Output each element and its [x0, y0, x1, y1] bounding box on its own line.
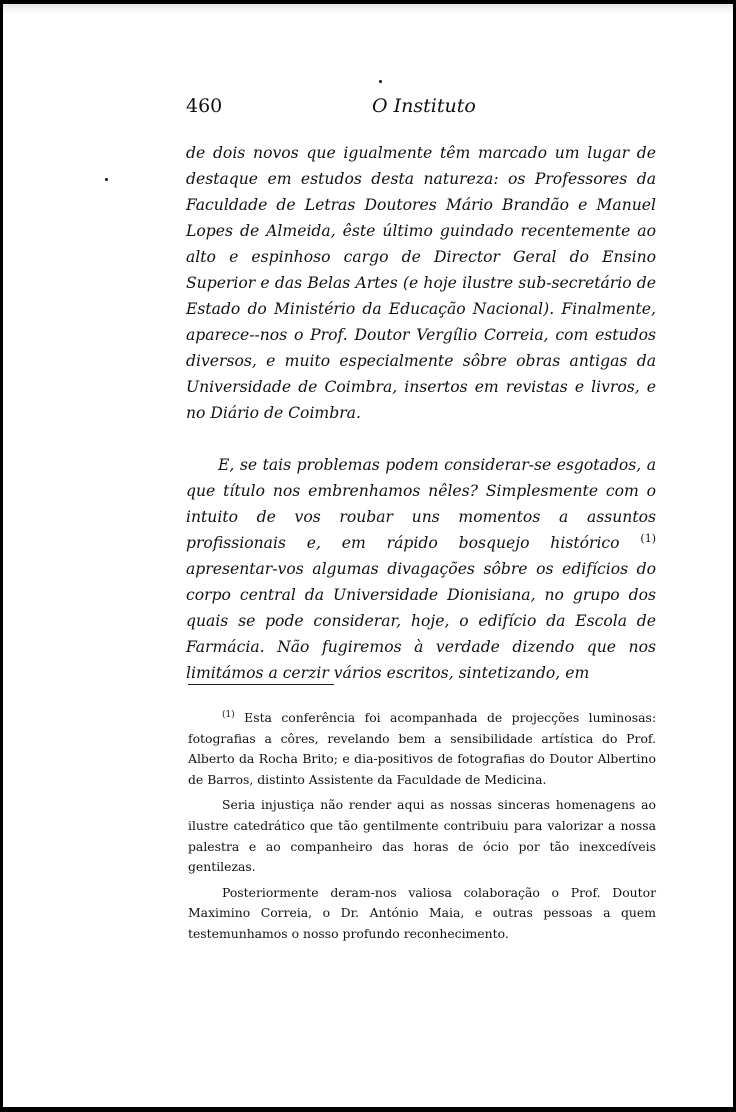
scan-border-left — [0, 0, 3, 1112]
page-number: 460 — [186, 95, 223, 117]
footnote-1-text: Esta conferência foi acompanhada de projecções luminosas: fotografias a côres, revelando bem a sensibilidade artística do Prof. Alberto da Rocha Brito; e dia-positivos de fotografias do Doutor Albertino de Barros, distinto Assistente da Faculdade de Medicina. — [188, 710, 656, 787]
running-title: O Instituto — [372, 95, 476, 117]
scan-shadow-top — [0, 4, 736, 14]
footnote-3: Posteriormente deram-nos valiosa colaboração o Prof. Doutor Maximino Correia, o Dr. António Maia, e outras pessoas a quem testemunhamos o nosso profundo reconhecimento. — [188, 884, 656, 941]
paragraph-2-text-start: E, se tais problemas podem considerar-se esgotados, a que título nos embrenhamos nêles? Simplesmente com o intuito de vos roubar uns momentos a assuntos profissionais e, em rápido bosquejo histórico — [186, 456, 656, 552]
paragraph-1: de dois novos que igualmente têm marcado um lugar de destaque em estudos desta natureza: os Professores da Faculdade de Letras Doutores Mário Brandão e Manuel Lopes de Almeida, êste último guindado recentemente ao alto e espinhoso cargo de Director Geral do Ensino Superior e das Belas Artes (e hoje ilustre sub-secretário de Estado do Ministério da Educação Nacional). Finalmente, aparece--nos o Prof. Doutor Vergílio Correia, com estudos diversos, e muito especialmente sôbre obras antigas da Universidade de Coimbra, insertos em revistas e livros, e no Diário de Coimbra. — [186, 144, 656, 422]
scan-speck — [105, 178, 108, 181]
footnote-reference: (1) — [640, 531, 656, 545]
paragraph-2 — [186, 452, 656, 686]
footnote-1 — [188, 708, 656, 790]
footnote-2: Seria injustiça não render aqui as nossas sinceras homenagens ao ilustre catedrático que tão gentilmente contribuiu para valorizar a nossa palestra e ao companheiro das horas de ócio por tão inexcedíveis gentilezas. — [188, 797, 656, 875]
page-header — [186, 95, 654, 123]
scan-border-bottom — [0, 1107, 736, 1112]
footnotes — [188, 708, 656, 945]
footnote-marker: (1) — [222, 709, 235, 720]
footnote-separator — [188, 684, 334, 685]
scan-speck — [379, 80, 382, 83]
paragraph-2-text-end: apresentar-vos algumas divagações sôbre os edifícios do corpo central da Universidade Dionisiana, no grupo dos quais se pode considerar, hoje, o edifício da Escola de Farmácia. Não fugiremos à verdade dizendo que nos limitámos a cerzir vários escritos, sintetizando, em — [186, 560, 656, 682]
main-body — [186, 140, 656, 686]
